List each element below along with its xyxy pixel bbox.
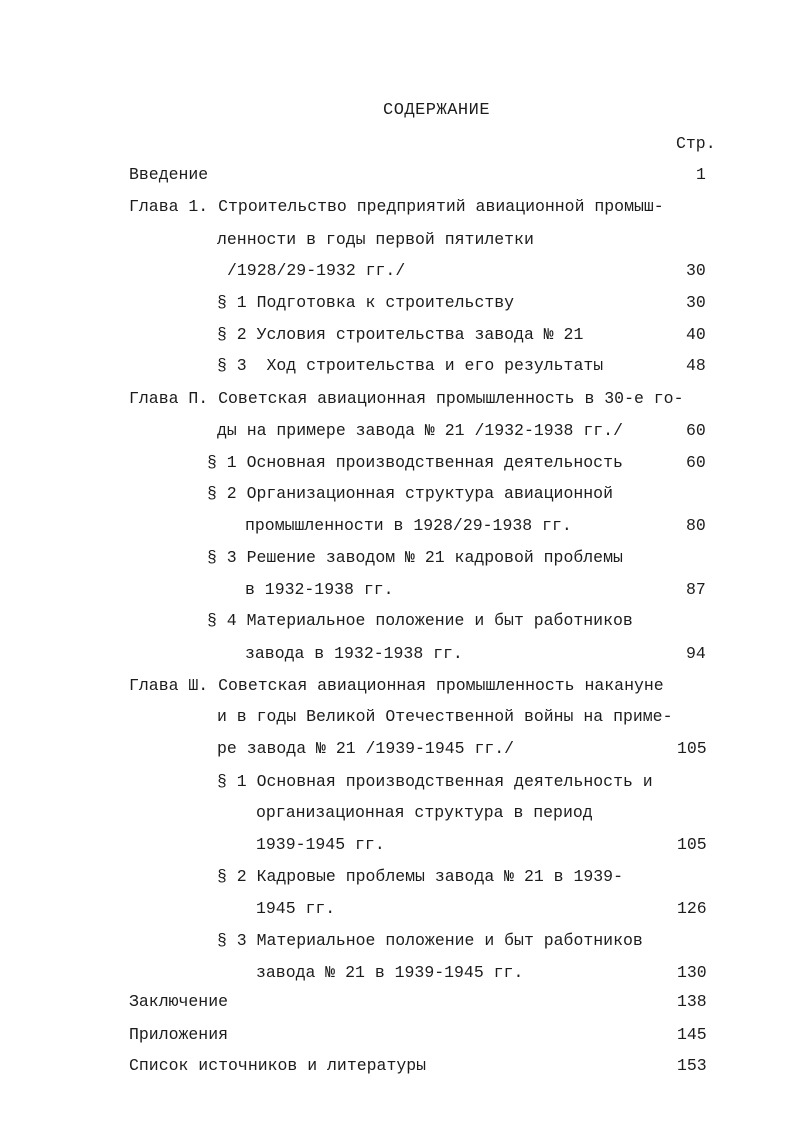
toc-entry-appendices: Приложения bbox=[129, 1025, 229, 1044]
toc-page-chapter-1: 30 bbox=[686, 261, 706, 280]
toc-page-section: 126 bbox=[677, 899, 707, 918]
toc-entry-intro: Введение bbox=[129, 165, 209, 184]
toc-entry-section: § 2 Организационная структура авиационной bbox=[207, 484, 613, 503]
toc-entry-conclusion: Заключение bbox=[129, 992, 229, 1011]
toc-entry-chapter-2: Глава П. Советская авиационная промышленность в 30-е го- bbox=[129, 389, 684, 408]
toc-page-section: 105 bbox=[677, 835, 707, 854]
toc-page-section: 87 bbox=[686, 580, 706, 599]
toc-page-section: 130 bbox=[677, 963, 707, 982]
toc-entry-section: § 1 Основная производственная деятельность и bbox=[217, 772, 653, 791]
toc-entry-section: § 2 Условия строительства завода № 21 bbox=[217, 325, 584, 344]
toc-entry-section: § 1 Подготовка к строительству bbox=[217, 293, 515, 312]
toc-page-section: 48 bbox=[686, 356, 706, 375]
toc-entry-chapter-1-cont: ленности в годы первой пятилетки bbox=[217, 230, 534, 249]
toc-page-chapter-3: 105 bbox=[677, 739, 707, 758]
toc-page-section: 94 bbox=[686, 644, 706, 663]
toc-entry-chapter-1-cont: /1928/29-1932 гг./ bbox=[227, 261, 406, 280]
toc-page-appendices: 145 bbox=[677, 1025, 707, 1044]
page-column-header: Стр. bbox=[676, 134, 716, 153]
toc-entry-section-cont: промышленности в 1928/29-1938 гг. bbox=[245, 516, 572, 535]
toc-entry-bibliography: Список источников и литературы bbox=[129, 1056, 427, 1075]
toc-page-chapter-2: 60 bbox=[686, 421, 706, 440]
toc-page-conclusion: 138 bbox=[677, 992, 707, 1011]
toc-entry-section: § 1 Основная производственная деятельность bbox=[207, 453, 623, 472]
toc-entry-section-cont: в 1932-1938 гг. bbox=[245, 580, 394, 599]
toc-page-section: 40 bbox=[686, 325, 706, 344]
toc-entry-section-cont: 1939-1945 гг. bbox=[256, 835, 385, 854]
toc-entry-chapter-3-cont: и в годы Великой Отечественной войны на приме- bbox=[217, 707, 673, 726]
toc-entry-section: § 2 Кадровые проблемы завода № 21 в 1939- bbox=[217, 867, 623, 886]
page-title: СОДЕРЖАНИЕ bbox=[383, 101, 491, 120]
toc-entry-section-cont: 1945 гг. bbox=[256, 899, 336, 918]
toc-entry-chapter-3-cont: ре завода № 21 /1939-1945 гг./ bbox=[217, 739, 515, 758]
toc-entry-section: § 3 Решение заводом № 21 кадровой проблемы bbox=[207, 548, 623, 567]
toc-entry-section-cont: завода в 1932-1938 гг. bbox=[245, 644, 463, 663]
toc-page-bibliography: 153 bbox=[677, 1056, 707, 1075]
toc-page-section: 60 bbox=[686, 453, 706, 472]
toc-entry-section-cont: завода № 21 в 1939-1945 гг. bbox=[256, 963, 524, 982]
toc-entry-section: § 4 Материальное положение и быт работников bbox=[207, 611, 633, 630]
toc-entry-chapter-2-cont: ды на примере завода № 21 /1932-1938 гг./ bbox=[217, 421, 623, 440]
toc-entry-section: § 3 Материальное положение и быт работников bbox=[217, 931, 643, 950]
toc-entry-section: § 3 Ход строительства и его результаты bbox=[217, 356, 604, 375]
toc-page-intro: 1 bbox=[696, 165, 706, 184]
toc-page-section: 80 bbox=[686, 516, 706, 535]
toc-entry-section-cont: организационная структура в период bbox=[256, 803, 593, 822]
toc-entry-chapter-1: Глава 1. Строительство предприятий авиационной промыш- bbox=[129, 197, 664, 216]
toc-page-section: 30 bbox=[686, 293, 706, 312]
toc-entry-chapter-3: Глава Ш. Советская авиационная промышленность накануне bbox=[129, 676, 664, 695]
